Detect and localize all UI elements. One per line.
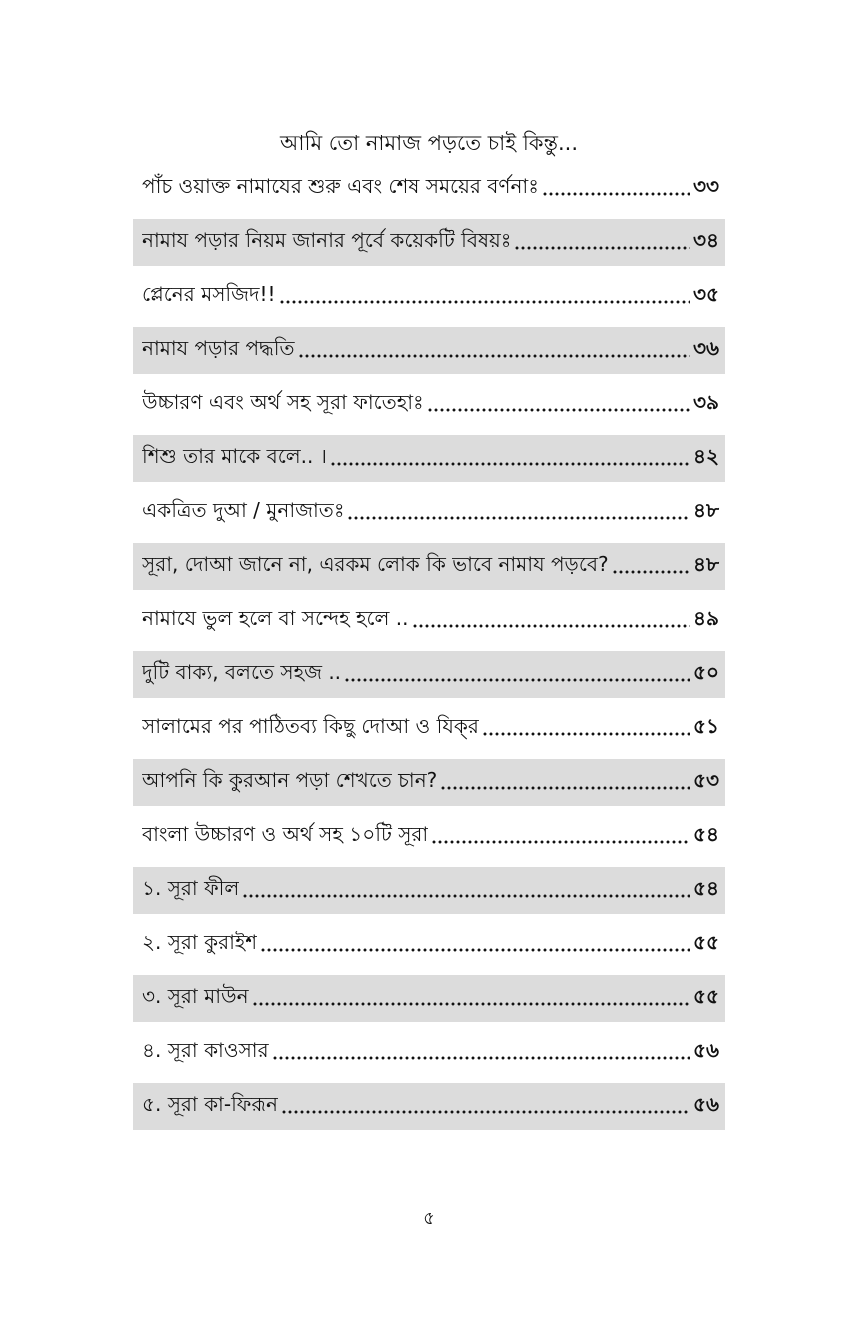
toc-entry-page: ৫৪ [693, 876, 719, 900]
toc-entry-title: শিশু তার মাকে বলে.. । [142, 444, 327, 468]
toc-entry[interactable] [133, 759, 725, 806]
toc-entry[interactable] [133, 813, 725, 860]
toc-entry-title: সূরা, দোআ জানে না, এরকম লোক কি ভাবে নামায পড়বে? [142, 552, 609, 576]
toc-dot-leader [412, 623, 691, 629]
toc-entry[interactable] [133, 705, 725, 752]
toc-entry-title: নামায পড়ার নিয়ম জানার পূর্বে কয়েকটি বিষয়ঃ [142, 228, 512, 252]
toc-dot-leader [440, 785, 690, 791]
toc-entry[interactable] [133, 327, 725, 374]
toc-entry-title: আপনি কি কুরআন পড়া শেখতে চান? [142, 768, 438, 792]
page-header-title: আমি তো নামাজ পড়তে চাই কিন্তু... [279, 131, 579, 155]
toc-entry[interactable] [133, 1029, 725, 1076]
toc-entry[interactable] [133, 975, 725, 1022]
toc-dot-leader [279, 299, 690, 305]
toc-entry-title: পাঁচ ওয়াক্ত নামাযের শুরু এবং শেষ সময়ের বর্ণনাঃ [142, 174, 539, 198]
toc-entry[interactable] [133, 597, 725, 644]
toc-dot-leader [344, 677, 690, 683]
toc-entry[interactable] [133, 273, 725, 320]
toc-entry-page: ৫৩ [693, 768, 719, 792]
toc-entry[interactable] [133, 489, 725, 536]
toc-entry-page: ৪৮ [693, 498, 719, 522]
toc-entry-title: ৫. সূরা কা-ফিরূন [142, 1092, 278, 1116]
toc-entry-page: ৫১ [693, 714, 719, 738]
toc-entry-page: ৫৪ [693, 822, 719, 846]
toc-entry[interactable] [133, 165, 725, 212]
toc-entry-title: বাংলা উচ্চারণ ও অর্থ সহ ১০টি সূরা [142, 822, 429, 846]
toc-entry-page: ৪৮ [693, 552, 719, 576]
toc-entry-title: ৩. সূরা মাউন [142, 984, 249, 1008]
toc-entry-title: ৪. সূরা কাওসার [142, 1038, 269, 1062]
toc-dot-leader [542, 191, 690, 197]
toc-entry-page: ৩৩ [692, 174, 719, 198]
toc-entry-title: দুটি বাক্য, বলতে সহজ .. [142, 660, 342, 684]
toc-dot-leader [260, 947, 690, 953]
toc-dot-leader [272, 1055, 690, 1061]
toc-entry-title: প্লেনের মসজিদ!! [142, 282, 276, 306]
toc-entry[interactable] [133, 219, 725, 266]
toc-entry-title: সালামের পর পাঠিতব্য কিছু দোআ ও যিক্‌র [142, 714, 479, 738]
toc-entry-title: ২. সূরা কুরাইশ [142, 930, 258, 954]
toc-entry-page: ৩৫ [693, 282, 719, 306]
toc-dot-leader [281, 1109, 690, 1115]
toc-entry-page: ৩৬ [692, 336, 719, 360]
toc-dot-leader [330, 461, 690, 467]
toc-entry-title: নামাযে ভুল হলে বা সন্দেহ হলে .. [142, 606, 409, 630]
toc-entry[interactable] [133, 435, 725, 482]
toc-entry-page: ৪৯ [693, 606, 719, 630]
toc-entry-page: ৪২ [693, 444, 719, 468]
toc-entry-page: ৫৬ [693, 1092, 719, 1116]
toc-entry-page: ৫০ [693, 660, 719, 684]
toc-entry-title: উচ্চারণ এবং অর্থ সহ সূরা ফাতেহাঃ [142, 390, 424, 414]
toc-dot-leader [252, 1001, 691, 1007]
toc-dot-leader [427, 407, 690, 413]
toc-entry-page: ৫৫ [693, 984, 719, 1008]
toc-entry-title: নামায পড়ার পদ্ধতি [142, 336, 295, 360]
toc-entry[interactable] [133, 381, 725, 428]
toc-dot-leader [612, 569, 690, 575]
toc-dot-leader [242, 893, 690, 899]
toc-entry-title: একত্রিত দুআ / মুনাজাতঃ [142, 498, 345, 522]
toc-dot-leader [514, 245, 690, 251]
toc-entry[interactable] [133, 651, 725, 698]
toc-dot-leader [347, 515, 690, 521]
toc-entry[interactable] [133, 543, 725, 590]
toc-entry-page: ৫৬ [693, 1038, 719, 1062]
toc-dot-leader [482, 731, 690, 737]
page-number: ৫ [423, 1208, 435, 1229]
toc-dot-leader [431, 839, 690, 845]
table-of-contents [133, 165, 725, 1137]
toc-entry-page: ৩৯ [693, 390, 719, 414]
toc-entry-page: ৫৫ [693, 930, 719, 954]
toc-entry[interactable] [133, 867, 725, 914]
toc-dot-leader [298, 353, 690, 359]
toc-entry[interactable] [133, 921, 725, 968]
toc-entry-title: ১. সূরা ফীল [142, 876, 240, 900]
toc-entry[interactable] [133, 1083, 725, 1130]
toc-entry-page: ৩৪ [693, 228, 719, 252]
